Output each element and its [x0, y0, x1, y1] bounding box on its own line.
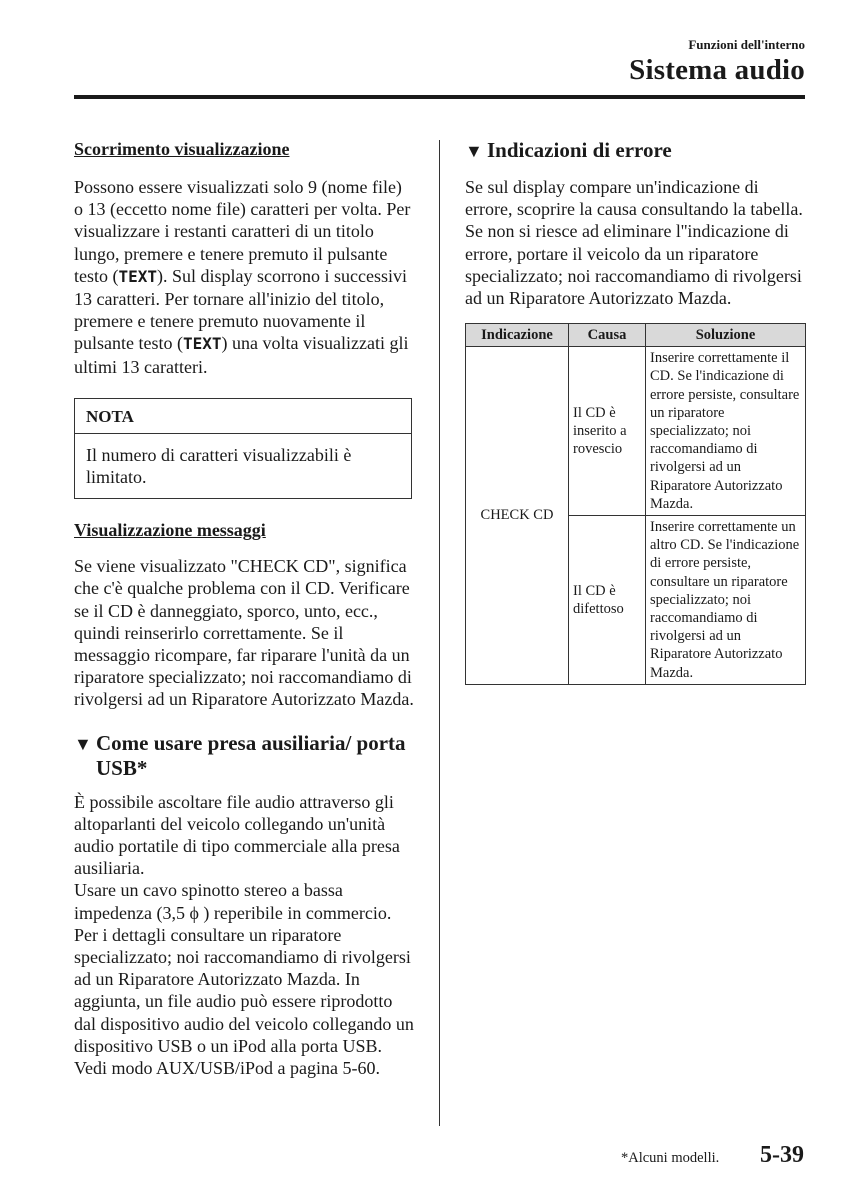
cause-cell: Il CD è difettoso: [569, 516, 646, 685]
messages-paragraph: Se viene visualizzato "CHECK CD", significa che c'è qualche problema con il CD. Verificare se il CD è danneggiato, sporco, unto, ecc., quindi reinserirlo correttamente. Se il messaggio ricompare, far riparare l'unità da un riparatore specializzato; noi raccomandiamo di rivolgersi ad un Riparatore Autorizzato Mazda.: [74, 556, 414, 710]
cause-cell: Il CD è inserito a rovescio: [569, 347, 646, 516]
right-column: [465, 138, 805, 685]
footnote: *Alcuni modelli.: [621, 1150, 720, 1166]
triangle-marker-icon: ▼: [74, 733, 92, 754]
scroll-text-before: Possono essere visualizzati solo 9 (nome file) o 13 (eccetto nome file) caratteri per volta. Per visualizzare i restanti caratteri di un titolo lungo, premere e tenere premuto il pulsante testo (: [74, 177, 411, 286]
nota-label: NOTA: [75, 399, 411, 434]
scroll-heading: Scorrimento visualizzazione: [74, 139, 290, 159]
column-divider: [439, 140, 440, 1126]
table-header-row: [466, 324, 806, 347]
scroll-paragraph: [74, 176, 414, 378]
page-number: 5-39: [760, 1142, 804, 1168]
errors-title-text: Indicazioni di errore: [487, 138, 672, 162]
table-row: [466, 347, 806, 516]
errors-section-title: [465, 138, 805, 164]
aux-paragraph-3: Per i dettagli consultare un riparatore specializzato; noi raccomandiamo di rivolgersi ad un Riparatore Autorizzato Mazda. In aggiunta, un file audio può essere riprodotto dal dispositivo audio del veicolo collegando un dispositivo USB o un iPod alla porta USB.: [74, 924, 414, 1056]
errors-paragraph: Se sul display compare un'indicazione di errore, scoprire la causa consultando la tabella. Se non si riesce ad eliminare l''indicazione di errore, portare il veicolo da un riparatore specializzato; noi raccomandiamo di rivolgersi ad un Riparatore Autorizzato Mazda.: [465, 177, 803, 309]
section-label: Funzioni dell'interno: [688, 37, 805, 52]
aux-paragraph-4: Vedi modo AUX/USB/iPod a pagina 5-60.: [74, 1058, 380, 1079]
header-rule: [74, 95, 805, 99]
scroll-text-after: ) una volta visualizzati gli ultimi 13 caratteri.: [74, 333, 409, 377]
aux-paragraph-2: Usare un cavo spinotto stereo a bassa impedenza (3,5 ϕ ) reperibile in commercio.: [74, 880, 392, 923]
aux-paragraph-1: È possibile ascoltare file audio attraverso gli altoparlanti del veicolo collegando un'unità audio portatile di tipo commerciale alla presa ausiliaria.: [74, 791, 400, 879]
aux-section-title: [74, 731, 414, 781]
solution-cell: Inserire correttamente il CD. Se l'indicazione di errore persiste, consultare un riparatore specializzato; noi raccomandiamo di rivolgersi ad un Riparatore Autorizzato Mazda.: [646, 347, 806, 516]
solution-cell: Inserire correttamente un altro CD. Se l'indicazione di errore persiste, consultare un riparatore specializzato; noi raccomandiamo di rivolgersi ad un Riparatore Autorizzato Mazda.: [646, 516, 806, 685]
nota-box: [74, 398, 412, 499]
messages-heading: Visualizzazione messaggi: [74, 520, 266, 541]
text-button-label: TEXT: [118, 266, 158, 286]
page-title: Sistema audio: [629, 54, 805, 86]
text-button-label: TEXT: [182, 334, 222, 354]
nota-text: Il numero di caratteri visualizzabili è limitato.: [86, 444, 352, 488]
error-table: [465, 323, 806, 685]
header-indicazione: Indicazione: [466, 324, 569, 347]
aux-title-text: Come usare presa ausiliaria/ porta USB*: [96, 730, 406, 780]
header-causa: Causa: [569, 324, 646, 347]
left-column: [74, 138, 414, 1079]
header-soluzione: Soluzione: [646, 324, 806, 347]
triangle-marker-icon: ▼: [465, 141, 483, 161]
scroll-text-middle: ). Sul display scorrono i successivi 13 caratteri. Per tornare all'inizio del titolo, premere e tenere premuto nuovamente il pulsante testo (: [74, 265, 408, 354]
indication-cell: CHECK CD: [466, 347, 569, 685]
